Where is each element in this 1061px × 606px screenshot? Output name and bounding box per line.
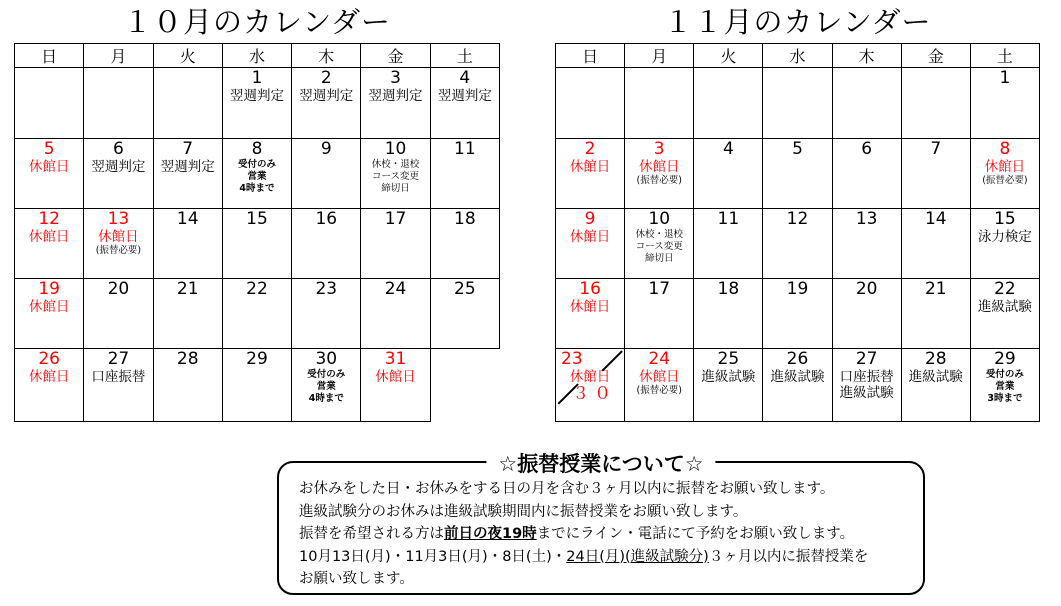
calendar-cell <box>153 68 222 139</box>
day-cell <box>833 279 901 302</box>
weekday-header: 火 <box>694 44 763 68</box>
day-number: 18 <box>717 279 740 299</box>
day-cell <box>292 209 360 232</box>
day-number: 25 <box>717 349 740 369</box>
calendar-cell <box>832 68 901 139</box>
day-note: 翌週判定 <box>160 159 215 175</box>
day-number: 25 <box>454 279 476 299</box>
day-cell <box>556 139 624 178</box>
calendar-cell <box>84 139 153 209</box>
day-number: 17 <box>384 209 407 229</box>
notice-line <box>299 478 911 501</box>
day-number: 15 <box>246 209 268 229</box>
calendar-cell <box>84 209 153 279</box>
calendar-cell <box>763 68 832 139</box>
day-cell <box>833 349 901 404</box>
day-number: 16 <box>315 209 338 229</box>
day-number: 7 <box>930 139 942 159</box>
day-number: 6 <box>113 139 124 159</box>
makeup-lesson-notice-box <box>277 452 925 595</box>
day-cell <box>971 139 1039 190</box>
day-cell <box>431 139 499 162</box>
calendar-cell <box>832 139 901 209</box>
calendar-cell <box>625 139 694 209</box>
day-note: コース変更 <box>635 241 683 252</box>
day-note: 休館日 <box>638 369 680 385</box>
calendar-cell <box>625 209 694 279</box>
day-number: 24 <box>648 349 671 369</box>
day-number: 10 <box>384 139 407 159</box>
day-cell <box>902 139 970 162</box>
calendar-cell <box>430 279 499 349</box>
day-cell <box>763 349 831 388</box>
day-cell <box>84 279 152 302</box>
day-number: 14 <box>176 209 199 229</box>
day-note: 進級試験 <box>770 369 825 385</box>
day-cell <box>84 349 152 388</box>
day-cell <box>84 209 152 260</box>
notice-line <box>299 546 911 569</box>
day-number: 2 <box>584 139 596 159</box>
notice-text-segment: 10月13日(月)・11月3日(月)・8日(土)・ <box>299 548 567 565</box>
day-note: 受付のみ <box>237 159 276 170</box>
day-number: 28 <box>924 349 947 369</box>
calendar-week-row <box>15 349 500 422</box>
day-number: 20 <box>107 279 130 299</box>
day-number: 27 <box>107 349 130 369</box>
calendar-cell <box>832 279 901 349</box>
day-note: 締切日 <box>381 183 410 194</box>
calendar-cell <box>292 139 361 209</box>
calendar-cell <box>222 139 291 209</box>
november-calendar-table <box>555 43 1040 422</box>
weekday-header: 土 <box>970 44 1039 68</box>
day-cell <box>15 279 83 318</box>
day-cell <box>292 349 360 408</box>
day-cell <box>763 279 831 302</box>
calendar-cell <box>763 349 832 422</box>
day-note: 進級試験 <box>908 369 963 385</box>
day-note: 営業 <box>995 381 1015 392</box>
calendar-cell <box>84 349 153 422</box>
day-cell <box>971 209 1039 248</box>
absent-cell <box>430 349 499 422</box>
calendar-cell <box>292 209 361 279</box>
day-cell <box>763 68 831 72</box>
day-number: 21 <box>924 279 947 299</box>
calendar-cell <box>832 349 901 422</box>
calendar-week-row <box>15 209 500 279</box>
calendar-cell <box>361 68 430 139</box>
day-number: 5 <box>792 139 803 159</box>
notice-text-segment: お願い致します。 <box>299 571 414 587</box>
calendar-cell <box>361 139 430 209</box>
weekday-header: 日 <box>15 44 84 68</box>
day-cell <box>292 68 360 107</box>
day-number: 11 <box>717 209 740 229</box>
weekday-header: 木 <box>832 44 901 68</box>
calendar-cell <box>694 279 763 349</box>
day-note: 4時まで <box>308 393 344 404</box>
day-note: 休館日 <box>28 369 70 385</box>
day-note: (振替必要) <box>636 385 682 396</box>
calendar-cell <box>694 349 763 422</box>
day-note: 翌週判定 <box>368 88 423 104</box>
day-cell <box>833 68 901 72</box>
day-number: 29 <box>994 349 1016 369</box>
day-cell <box>223 279 291 302</box>
day-cell <box>833 209 901 232</box>
day-cell <box>154 279 222 302</box>
day-number: 5 <box>43 139 55 159</box>
day-cell <box>431 68 499 107</box>
calendar-cell <box>222 209 291 279</box>
weekday-header: 水 <box>222 44 291 68</box>
day-note: 休館日 <box>375 369 416 385</box>
day-number: 3 <box>653 139 665 159</box>
day-note: 休館日 <box>28 229 70 245</box>
day-note: 口座振替 <box>91 369 146 385</box>
day-cell <box>625 209 693 268</box>
day-number: 27 <box>855 349 878 369</box>
day-note: 休館日 <box>569 299 611 315</box>
weekday-header: 月 <box>625 44 694 68</box>
day-number: 1 <box>251 68 263 88</box>
calendar-cell <box>292 68 361 139</box>
calendar-cell <box>625 68 694 139</box>
calendar-week-row <box>556 279 1040 349</box>
day-cell <box>902 209 970 232</box>
day-cell <box>625 279 693 302</box>
day-cell <box>902 279 970 302</box>
day-number: 30 <box>315 349 338 369</box>
calendar-cell <box>970 209 1039 279</box>
day-number: 28 <box>176 349 199 369</box>
day-number: 22 <box>246 279 268 299</box>
calendar-cell <box>153 139 222 209</box>
calendar-week-row <box>15 139 500 209</box>
calendar-week-row <box>556 68 1040 139</box>
day-note: (振替必要) <box>95 245 142 256</box>
calendar-cell <box>222 279 291 349</box>
notice-text-segment: 24日(月)(進級試験分) <box>566 548 709 565</box>
calendar-cell <box>556 279 625 349</box>
day-cell <box>833 139 901 162</box>
notice-line <box>299 523 911 546</box>
day-note: 翌週判定 <box>91 159 146 175</box>
notice-text-segment: 進級試験分のお休みは進級試験期間内に振替授業をお願い致します。 <box>299 503 748 520</box>
calendar-cell <box>153 209 222 279</box>
october-calendar-title: １０月のカレンダー <box>122 5 392 39</box>
notice-text-segment: までにライン・電話にて予約をお願い致します。 <box>536 526 855 542</box>
calendar-cell <box>15 279 84 349</box>
day-number: 23 <box>315 279 338 299</box>
day-cell <box>292 139 360 162</box>
day-number: 10 <box>648 209 671 229</box>
day-number: 26 <box>786 349 809 369</box>
day-note: 休校・退校 <box>635 229 683 240</box>
calendar-cell <box>556 68 625 139</box>
calendar-cell <box>694 68 763 139</box>
calendar-cell <box>901 279 970 349</box>
notice-lines <box>279 463 923 591</box>
day-cell <box>694 68 762 72</box>
calendar-cell <box>153 279 222 349</box>
calendar-cell <box>694 209 763 279</box>
day-note: 4時まで <box>239 183 275 194</box>
calendar-week-row <box>15 68 500 139</box>
day-number: 21 <box>176 279 199 299</box>
weekday-header: 月 <box>84 44 153 68</box>
day-cell <box>694 209 762 232</box>
day-note: 営業 <box>316 381 336 392</box>
weekday-header: 金 <box>901 44 970 68</box>
day-cell <box>154 349 222 372</box>
day-cell <box>84 139 152 178</box>
calendar-cell <box>222 349 291 422</box>
day-note: 休館日 <box>638 159 680 175</box>
day-note: 休館日 <box>569 159 611 175</box>
day-cell <box>556 279 624 318</box>
day-number: 9 <box>584 209 596 229</box>
calendar-cell <box>361 349 430 422</box>
day-note: 休館日 <box>28 159 70 175</box>
day-number: 11 <box>454 139 476 159</box>
calendar-cell <box>763 209 832 279</box>
day-note: 翌週判定 <box>229 88 284 104</box>
day-cell <box>971 279 1039 318</box>
day-cell <box>361 68 429 107</box>
calendar-cell <box>15 139 84 209</box>
day-number: 31 <box>384 349 407 369</box>
november-calendar-title: １１月のカレンダー <box>663 5 932 39</box>
day-note: (振替必要) <box>982 175 1028 186</box>
day-cell <box>902 349 970 388</box>
day-number: 12 <box>786 209 809 229</box>
day-number: 19 <box>38 279 60 299</box>
day-cell <box>361 349 429 388</box>
day-note: 3時まで <box>987 393 1023 404</box>
notice-text-segment: ３ヶ月以内に振替授業を <box>708 548 869 565</box>
calendar-cell <box>901 209 970 279</box>
day-note: 休館日 <box>569 229 611 245</box>
day-cell <box>763 139 831 162</box>
calendar-cell <box>970 349 1039 422</box>
day-cell <box>15 139 83 178</box>
day-cell <box>902 68 970 72</box>
weekday-header: 木 <box>292 44 361 68</box>
weekday-header: 土 <box>430 44 499 68</box>
day-cell <box>971 349 1039 408</box>
day-cell <box>625 349 693 400</box>
calendar-week-row <box>556 139 1040 209</box>
day-number: 14 <box>924 209 947 229</box>
day-note: 受付のみ <box>985 369 1024 380</box>
calendar-cell <box>15 209 84 279</box>
calendar-cell <box>763 279 832 349</box>
day-note: 締切日 <box>644 253 674 264</box>
day-cell <box>223 209 291 232</box>
notice-text-segment: お休みをした日・お休みをする日の月を含む３ヶ月以内に振替をお願い致します。 <box>299 481 835 497</box>
november-calendar-section <box>555 2 1040 422</box>
day-number: 1 <box>999 68 1011 88</box>
calendar-cell <box>430 139 499 209</box>
day-cell <box>84 68 152 72</box>
day-cell <box>694 279 762 302</box>
weekday-header: 日 <box>556 44 625 68</box>
day-note: 進級試験 <box>839 385 894 401</box>
day-note: 営業 <box>247 171 267 182</box>
day-number-secondary: ３０ <box>572 384 617 404</box>
day-number: 24 <box>384 279 407 299</box>
notice-line <box>299 568 911 591</box>
day-cell <box>556 68 624 72</box>
calendar-week-row <box>556 209 1040 279</box>
day-number: 12 <box>38 209 60 229</box>
weekday-header: 金 <box>361 44 430 68</box>
day-number: 6 <box>861 139 873 159</box>
day-number: 18 <box>454 209 476 229</box>
day-number: 26 <box>38 349 60 369</box>
day-number: 29 <box>246 349 268 369</box>
day-cell <box>223 68 291 107</box>
day-cell <box>694 139 762 162</box>
day-cell <box>971 68 1039 91</box>
day-cell <box>431 279 499 302</box>
calendar-cell <box>153 349 222 422</box>
notice-text-segment: 前日の夜19時 <box>444 526 537 542</box>
day-cell <box>292 279 360 302</box>
calendar-cell <box>292 279 361 349</box>
day-cell <box>694 349 762 388</box>
day-cell <box>556 209 624 248</box>
day-note: 休校・退校 <box>371 159 420 170</box>
day-number: 8 <box>251 139 263 159</box>
day-number: 23 <box>561 349 583 369</box>
day-number: 2 <box>320 68 332 88</box>
calendar-cell <box>84 68 153 139</box>
october-calendar-section <box>14 2 500 422</box>
calendar-cell <box>361 279 430 349</box>
day-number: 17 <box>648 279 671 299</box>
day-cell <box>154 68 222 72</box>
calendar-week-row <box>556 349 1040 422</box>
day-note: 休館日 <box>984 159 1026 175</box>
day-cell <box>223 349 291 372</box>
calendar-cell <box>625 279 694 349</box>
calendar-cell <box>901 68 970 139</box>
day-number: 4 <box>722 139 734 159</box>
day-number: 16 <box>579 279 601 299</box>
day-cell <box>361 139 429 198</box>
calendar-cell <box>15 349 84 422</box>
day-note: 口座振替 <box>839 369 894 385</box>
day-cell <box>154 139 222 178</box>
day-note: 休館日 <box>28 299 70 315</box>
day-cell <box>15 68 83 72</box>
calendar-cell <box>15 68 84 139</box>
calendar-cell <box>970 279 1039 349</box>
day-number: 7 <box>182 139 194 159</box>
calendar-cell <box>430 68 499 139</box>
split-day-cell <box>556 349 624 407</box>
weekday-header: 火 <box>153 44 222 68</box>
day-note: コース変更 <box>372 171 420 182</box>
day-number: 15 <box>994 209 1016 229</box>
day-cell <box>154 209 222 232</box>
day-number: 13 <box>107 209 130 229</box>
day-number: 3 <box>390 68 401 88</box>
day-note: (振替必要) <box>636 175 682 186</box>
calendar-week-row <box>15 279 500 349</box>
day-cell <box>431 209 499 232</box>
notice-text-segment: 振替を希望される方は <box>299 526 444 542</box>
day-cell <box>15 209 83 248</box>
day-number: 20 <box>855 279 878 299</box>
day-number: 22 <box>994 279 1016 299</box>
calendar-cell <box>556 349 625 422</box>
day-note: 進級試験 <box>977 299 1032 315</box>
calendar-cell <box>361 209 430 279</box>
day-number: 9 <box>320 139 332 159</box>
day-note: 休館日 <box>569 369 611 385</box>
day-cell <box>763 209 831 232</box>
calendar-cell <box>625 349 694 422</box>
weekday-header: 水 <box>763 44 832 68</box>
day-cell <box>223 139 291 198</box>
notice-line <box>299 501 911 524</box>
day-cell <box>15 349 83 388</box>
calendar-cell <box>901 139 970 209</box>
calendar-cell <box>556 209 625 279</box>
day-cell <box>625 68 693 72</box>
calendar-cell <box>84 279 153 349</box>
calendar-cell <box>763 139 832 209</box>
calendar-cell <box>970 68 1039 139</box>
day-note: 翌週判定 <box>299 88 354 104</box>
day-number: 4 <box>459 68 471 88</box>
day-cell <box>361 279 429 302</box>
day-note: 翌週判定 <box>437 88 492 104</box>
diagonal-slash-line <box>602 350 623 371</box>
day-note: 受付のみ <box>307 369 346 380</box>
calendar-cell <box>222 68 291 139</box>
calendar-cell <box>292 349 361 422</box>
day-note: 進級試験 <box>701 369 756 385</box>
calendar-cell <box>901 349 970 422</box>
notice-title: ☆振替授業について☆ <box>486 448 715 478</box>
calendar-cell <box>430 209 499 279</box>
calendar-cell <box>556 139 625 209</box>
calendar-cell <box>832 209 901 279</box>
day-cell <box>361 209 429 232</box>
day-note: 泳力検定 <box>977 229 1032 245</box>
day-number: 13 <box>855 209 878 229</box>
day-note: 休館日 <box>98 229 139 245</box>
calendar-cell <box>970 139 1039 209</box>
october-calendar-table <box>14 43 500 422</box>
day-cell <box>625 139 693 190</box>
day-number: 19 <box>786 279 809 299</box>
calendar-cell <box>694 139 763 209</box>
day-number: 8 <box>999 139 1011 159</box>
